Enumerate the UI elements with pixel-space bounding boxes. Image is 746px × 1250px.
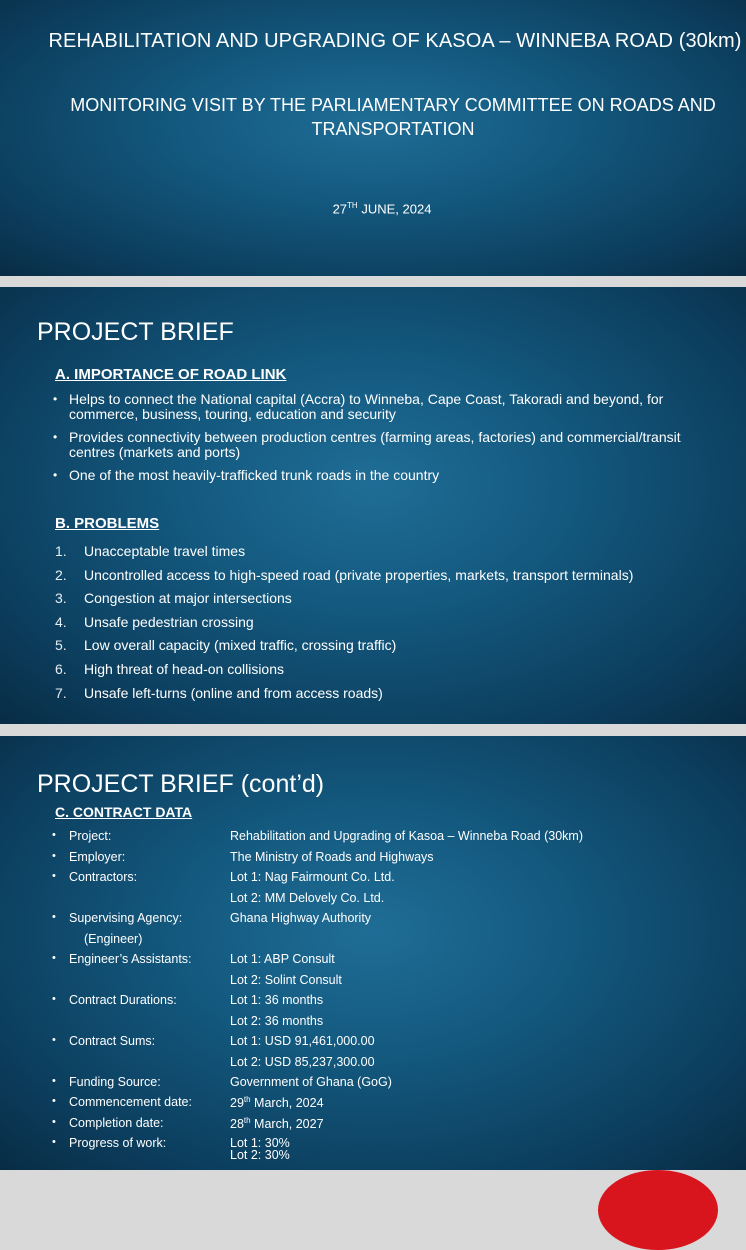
label-funding: • Funding Source: xyxy=(69,1075,161,1089)
list-item: • Helps to connect the National capital (Accra) to Winneba, Cape Coast, Takoradi and beyond, for commerce, business, touring, education and security xyxy=(52,392,712,422)
label-durations: • Contract Durations: xyxy=(69,993,177,1007)
label-assistants: • Engineer’s Assistants: xyxy=(69,952,192,966)
value-funding: Government of Ghana (GoG) xyxy=(230,1075,392,1089)
item-number: 4. xyxy=(55,613,67,630)
list-item xyxy=(55,589,715,613)
item-text: High threat of head-on collisions xyxy=(84,660,285,677)
value-sum-lot1: Lot 1: USD 91,461,000.00 xyxy=(230,1034,375,1048)
item-text: Unsafe pedestrian crossing xyxy=(84,613,254,630)
list-item xyxy=(55,636,715,660)
value-progress-lot1: Lot 1: 30% xyxy=(230,1136,290,1150)
value-contractor-lot2: Lot 2: MM Delovely Co. Ltd. xyxy=(230,891,385,905)
red-circle-badge xyxy=(598,1170,718,1250)
section-c-title: C. CONTRACT DATA xyxy=(55,804,193,820)
list-item xyxy=(55,566,715,590)
slide-subtitle: MONITORING VISIT BY THE PARLIAMENTARY COMMITTEE ON ROADS AND TRANSPORTATION xyxy=(70,95,716,139)
label-contractors: • Contractors: xyxy=(69,870,137,884)
completion-suffix: th xyxy=(243,1116,251,1125)
list-item: • Provides connectivity between production centres (farming areas, factories) and commercial/transit centres (markets and ports) xyxy=(52,430,712,460)
slide-heading: PROJECT BRIEF xyxy=(37,318,234,346)
item-number: 7. xyxy=(55,684,67,701)
value-project: Rehabilitation and Upgrading of Kasoa – Winneba Road (30km) xyxy=(230,829,583,843)
section-b-title: B. PROBLEMS xyxy=(55,515,160,532)
project-brief-slide xyxy=(0,287,746,724)
list-item xyxy=(55,613,715,637)
value-employer: The Ministry of Roads and Highways xyxy=(230,850,434,864)
section-a-title: A. IMPORTANCE OF ROAD LINK xyxy=(55,366,287,383)
value-duration-lot1: Lot 1: 36 months xyxy=(230,993,324,1007)
value-duration-lot2: Lot 2: 36 months xyxy=(230,1014,324,1028)
list-item xyxy=(55,660,715,684)
problems-list xyxy=(55,542,715,707)
value-assistant-lot2: Lot 2: Solint Consult xyxy=(230,973,342,987)
slide-title: REHABILITATION AND UPGRADING OF KASOA – WINNEBA ROAD (30km) xyxy=(48,30,742,52)
list-item: • One of the most heavily-trafficked trunk roads in the country xyxy=(52,468,712,483)
value-commencement xyxy=(230,1095,324,1110)
value-progress-lot2: Lot 2: 30% xyxy=(230,1148,290,1162)
slide-heading: PROJECT BRIEF (cont’d) xyxy=(37,770,325,798)
item-number: 5. xyxy=(55,637,67,654)
label-project: • Project: xyxy=(69,829,111,843)
value-assistant-lot1: Lot 1: ABP Consult xyxy=(230,952,335,966)
label-sums: • Contract Sums: xyxy=(69,1034,155,1048)
title-slide xyxy=(0,0,746,276)
commencement-day: 29 xyxy=(230,1096,244,1111)
label-commencement: • Commencement date: xyxy=(69,1095,192,1109)
label-supervising-engineer: (Engineer) xyxy=(84,932,143,946)
commencement-suffix: th xyxy=(243,1095,251,1104)
label-supervising: • Supervising Agency: xyxy=(69,911,182,925)
slide-date xyxy=(0,201,746,216)
item-text: Unacceptable travel times xyxy=(84,543,246,559)
completion-rest: March, 2027 xyxy=(250,1117,324,1132)
list-item xyxy=(55,542,715,566)
item-number: 1. xyxy=(55,543,67,559)
list-item xyxy=(55,684,715,708)
item-number: 3. xyxy=(55,590,67,607)
item-number: 6. xyxy=(55,660,67,677)
item-text: Low overall capacity (mixed traffic, crossing traffic) xyxy=(84,637,397,654)
item-number: 2. xyxy=(55,566,67,583)
date-day: 27 xyxy=(332,201,348,217)
item-text: Unsafe left-turns (online and from access roads) xyxy=(84,684,383,701)
importance-list xyxy=(52,392,712,491)
date-suffix: TH xyxy=(347,201,358,210)
value-sum-lot2: Lot 2: USD 85,237,300.00 xyxy=(230,1055,375,1069)
value-completion xyxy=(230,1116,324,1131)
date-rest: JUNE, 2024 xyxy=(357,201,432,217)
value-contractor-lot1: Lot 1: Nag Fairmount Co. Ltd. xyxy=(230,870,395,884)
commencement-rest: March, 2024 xyxy=(250,1096,324,1111)
label-completion: • Completion date: xyxy=(69,1116,164,1130)
value-supervising: Ghana Highway Authority xyxy=(230,911,372,925)
item-text: Uncontrolled access to high-speed road (private properties, markets, transport terminals) xyxy=(84,566,634,583)
completion-day: 28 xyxy=(230,1117,244,1132)
item-text: Congestion at major intersections xyxy=(84,590,292,607)
contract-data-slide xyxy=(0,736,746,1170)
label-progress: • Progress of work: xyxy=(69,1136,166,1150)
label-employer: • Employer: xyxy=(69,850,125,864)
